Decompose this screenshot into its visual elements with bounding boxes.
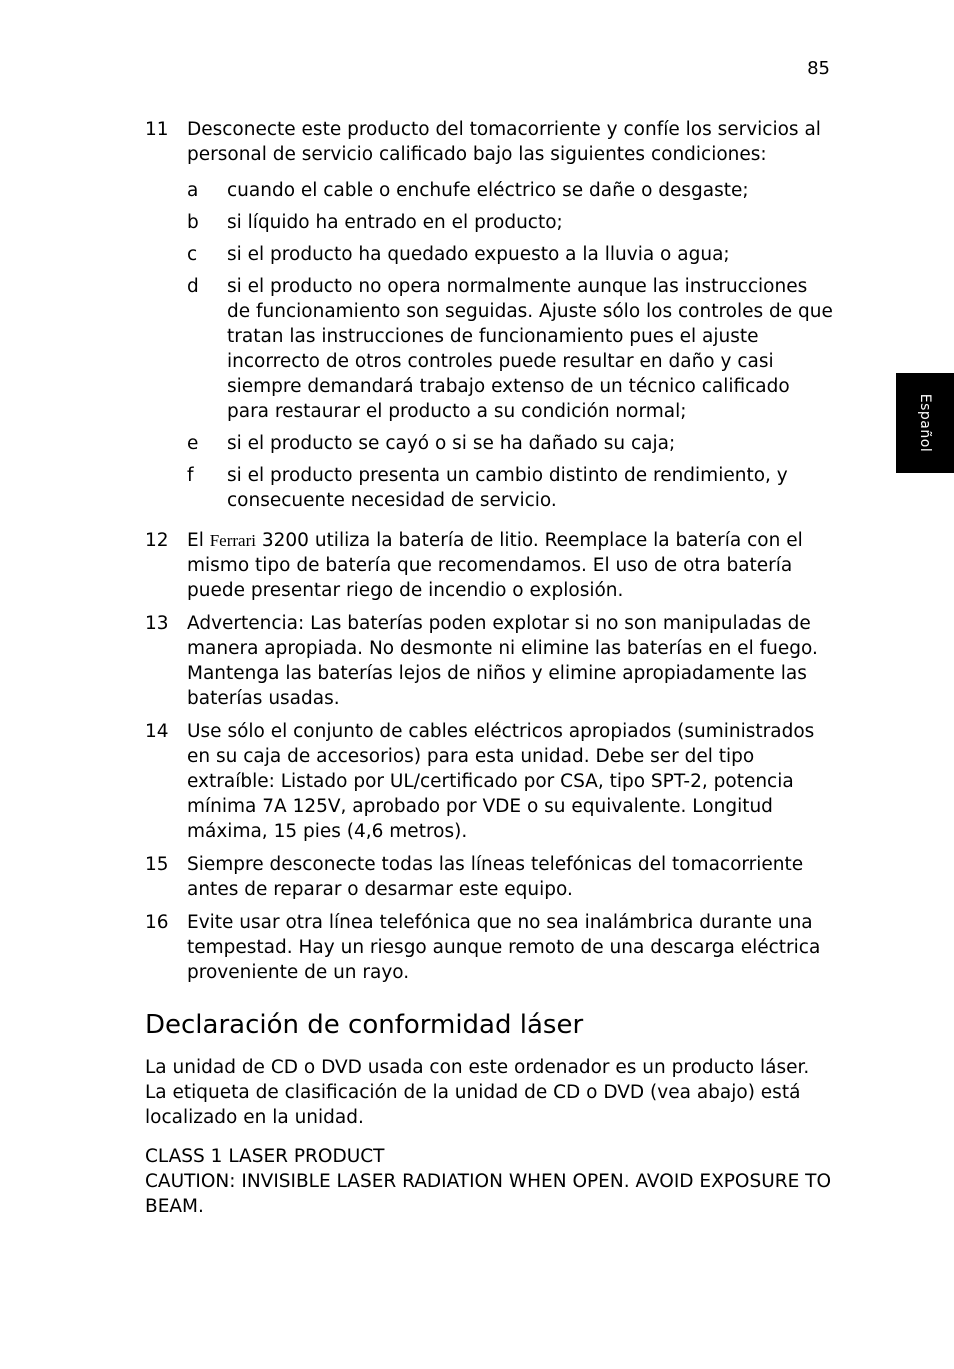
brand-name: Ferrari [209,531,256,550]
laser-label-block [145,1144,835,1219]
sub-letter: e [187,433,199,454]
item-text: Desconecte este producto del tomacorriente y confíe los servicios al personal de servicio calificado bajo las siguientes condiciones: [187,119,821,165]
laser-paragraph: La unidad de CD o DVD usada con este ordenador es un producto láser. La etiqueta de clasificación de la unidad de CD o DVD (vea abajo) está localizado en la unidad. [145,1057,810,1128]
list-item-13 [145,611,835,711]
item-number: 12 [145,530,169,551]
item-number: 15 [145,854,169,875]
item-text-prefix: El [187,530,210,551]
sub-item-e [187,431,835,456]
list-item-16 [145,910,835,985]
list-item-15 [145,852,835,902]
sub-item-c [187,242,835,267]
item-text: 3200 utiliza la batería de litio. Reemplace la batería con el mismo tipo de batería que recomendamos. El uso de otra batería puede presentar riego de incendio o explosión. [187,530,803,601]
item-number: 16 [145,912,169,933]
language-side-tab [896,373,954,473]
sub-item-b [187,210,835,235]
item-text: Use sólo el conjunto de cables eléctricos apropiados (suministrados en su caja de accesorios) para esta unidad. Debe ser del tipo extraíble: Listado por UL/certificado por CSA, tipo SPT-2, potencia mínima 7A 125V, aprobado por VDE o su equivalente. Longitud máxima, 15 pies (4,6 metros). [187,721,815,842]
sub-text: si líquido ha entrado en el producto; [227,212,563,233]
sub-item-d [187,274,835,424]
sub-letter: f [187,465,194,486]
sub-text: si el producto no opera normalmente aunque las instrucciones de funcionamiento son seguidas. Ajuste sólo los controles de que tratan las instrucciones de funcionamiento pues el ajuste incorrecto de otros controles puede resultar en daño y casi siempre demandará trabajo extenso de un técnico calificado para restaurar el producto a su condición normal; [227,276,833,422]
item-body [187,117,835,520]
list-item-11 [145,117,835,520]
item-number: 14 [145,721,169,742]
sub-text: si el producto presenta un cambio distinto de rendimiento, y consecuente necesidad de servicio. [227,465,788,511]
item-number: 11 [145,119,169,140]
list-item-12 [145,528,835,603]
sub-letter: d [187,276,199,297]
sub-letter: a [187,180,199,201]
item-text: Advertencia: Las baterías poden explotar si no son manipuladas de manera apropiada. No desmonte ni elimine las baterías en el fuego. Mantenga las baterías lejos de niños y elimine apropiadamente las baterías usadas. [187,613,818,709]
sub-list [187,178,835,513]
item-text: Evite usar otra línea telefónica que no sea inalámbrica durante una tempestad. Hay un riesgo aunque remoto de una descarga eléctrica proveniente de un rayo. [187,912,821,983]
page-content [145,117,835,1233]
item-body [187,528,835,603]
item-text: Siempre desconecte todas las líneas telefónicas del tomacorriente antes de reparar o desarmar este equipo. [187,854,804,900]
section-heading: Declaración de conformidad láser [145,1010,584,1040]
class-line: CLASS 1 LASER PRODUCT [145,1146,385,1167]
sub-text: si el producto se cayó o si se ha dañado su caja; [227,433,676,454]
sub-letter: b [187,212,199,233]
sub-text: si el producto ha quedado expuesto a la lluvia o agua; [227,244,730,265]
page-number: 85 [807,58,830,79]
side-tab-label: Español [917,393,933,453]
item-number: 13 [145,613,169,634]
sub-item-f [187,463,835,513]
sub-letter: c [187,244,198,265]
caution-line: CAUTION: INVISIBLE LASER RADIATION WHEN OPEN. AVOID EXPOSURE TO BEAM. [145,1171,832,1217]
list-item-14 [145,719,835,844]
sub-item-a [187,178,835,203]
sub-text: cuando el cable o enchufe eléctrico se dañe o desgaste; [227,180,749,201]
